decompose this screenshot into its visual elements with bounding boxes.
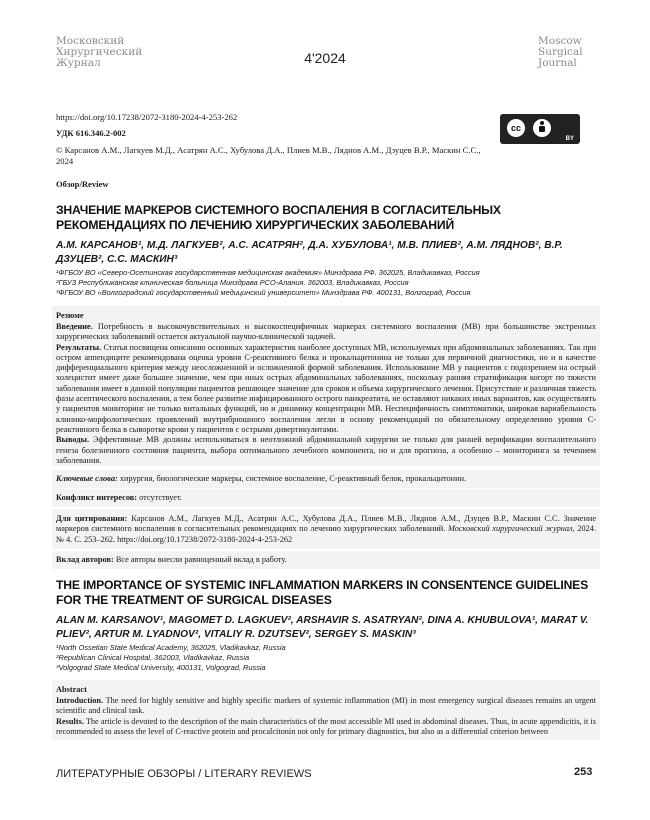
article-type: Обзор/Review [56,179,109,189]
cite-tail: 2024. № 4. С. 253–262. https://doi.org/10.17238/2072-3180-2024-4-253-262 [56,524,597,544]
cc-license-badge[interactable] [500,114,580,144]
citation [56,514,596,545]
contrib-label: Вклад авторов: [56,555,114,564]
conflict-label: Конфликт интересов: [56,493,138,502]
affiliation: ³Volgograd State Medical University, 400131, Volgograd, Russia [56,663,266,672]
results-label: Результаты. [56,342,102,352]
by-label: BY [565,136,574,142]
affiliation: ³ФГБОУ ВО «Волгоградский государственный медицинский университет» Минздрава РФ. 400131, Волгоград, Россия [56,288,471,297]
affiliations-en [56,643,601,673]
logo-line-1: Московский [56,35,125,47]
conclusions-label: Выводы. [56,435,90,445]
journal-logo-en [538,36,583,69]
page-number: 253 [574,766,593,778]
results-label: Results. [56,716,84,726]
conflict-text: отсутствует. [139,493,183,502]
copyright-line: © Карсанов А.М., Лагкуев М.Д., Асатрян А.С., Хубулова Д.А., Плиев М.В., Ляднов А.М., Дзуцев В.Р., Маскин С.С., 2024 [56,145,481,166]
affiliation: ¹ФГБОУ ВО «Северо-Осетинская государственная медицинская академия» Минздрава РФ. 362025, Владикавказ, Россия [56,268,480,277]
intro-text: Потребность в высокочувствительных и высокоспецифичных маркерах системного воспаления (МВ) при большинстве экстренных хирургических заболеваний остается актуальной научно-клинической задачей. [56,322,597,342]
keywords-ru [56,474,596,484]
abstract-body-en [56,696,596,737]
attribution-icon [531,117,553,139]
cite-text: Карсанов А.М., Лагкуев М.Д., Асатрян А.С., Хубулова Д.А., Плиев М.В., Ляднов А.М., Дзуцев В.Р., Маскин С.С. Значение маркеров системного воспаления в согласительных рекомендациях по лечению хирургических заболеваний. [56,514,597,534]
cite-journal: Московский хирургический журнал, [447,524,575,534]
affiliation: ²ГБУЗ Республиканская клиническая больница Минздрава РСО-Алания. 362003, Владикавказ, Россия [56,278,409,287]
doi-link[interactable]: https://doi.org/10.17238/2072-3180-2024-4-253-262 [56,112,238,122]
affiliations-ru [56,268,601,298]
intro-label: Введение. [56,322,93,331]
abstract-body-ru [56,322,596,466]
keywords-text: хирургия, биологические маркеры, системное воспаление, С-реактивный белок, прокальцитонин. [119,474,467,483]
contrib-text: Все авторы внесли равноценный вклад в работу. [115,555,287,564]
article-title-en: THE IMPORTANCE OF SYSTEMIC INFLAMMATION MARKERS IN CONSENTENCE GUIDELINES FOR THE TREATMENT OF SURGICAL DISEASES [56,578,589,607]
conclusions-text: Эффективные МВ должны использоваться в неотложной абдоминальной хирургии не только для ранней верификации воспалительного генеза болезненного состояния пациента, выбора оптимального лечебного компонента, но и для прогноза, а особенно – мониторинга за течением заболевания. [56,435,596,465]
logo-line-3: Journal [538,57,577,69]
results-text: Статья посвящена описанию основных характеристик наиболее доступных МВ, используемых при абдоминальных заболеваниях. Так при остром аппендиците рекомендована оценка уровня С-реактивного белка и прокальцитонина не только для первичной диагностики, но и в качестве дифференциального критерия между неосложненной и осложненной формой заболевания. Использование МВ у пациентов с подозрением на острый холецистит имеет даже большее значение, чем при иных острых абдоминальных заболеваниях, поскольку ранняя стратификация когорт по тяжести заболевания имеет в данной популяции пациентов решающее значение для сроков и объема хирургического лечения. Присутствие и различная тяжесть фазы асептического воспаления, а тем более развитие инфицированного острого панкреатита, не оставляют никаких иных вариантов, как осуществлять у пациентов мониторинг не только витальных функций, но и динамику концентрации МВ. Неспецифичность симптоматики, широкая вариабельность клинико-морфологических проявлений внутрибрюшного воспаления легли в основу рекомендаций по обязательному определению уровня С-реактивного белка в сыворотке крови у пациентов с острыми дивертикулитами. [56,342,597,434]
keywords-label: Ключевые слова: [56,474,118,483]
logo-line-3: Журнал [56,57,101,69]
cite-label: Для цитирования: [56,514,128,523]
intro-text: The need for highly sensitive and highly specific markers of systemic inflammation (MI) in most emergency surgical diseases remains an urgent scientific and clinical task. [56,696,596,716]
logo-line-1: Moscow [538,35,582,47]
intro-label: Introduction. [56,696,104,705]
affiliation: ¹North Ossetian State Medical Academy, 362025, Vladikavkaz, Russia [56,643,286,652]
conflict-of-interest [56,493,596,503]
results-text: The article is devoted to the description of the main characteristics of the most accessible MI used in abdominal diseases. Thus, in acute appendicitis, it is recommended to assess the level of C-reactive protein and procalcitonin not only for primary diagnostics, but also as a differential criterion between [56,716,596,736]
cc-icon: cc [505,117,527,139]
udc-code: УДК 616.346.2-002 [56,128,126,138]
article-title-ru: ЗНАЧЕНИЕ МАРКЕРОВ СИСТЕМНОГО ВОСПАЛЕНИЯ В СОГЛАСИТЕЛЬНЫХ РЕКОМЕНДАЦИЯХ ПО ЛЕЧЕНИЮ ХИРУРГИЧЕСКИХ ЗАБОЛЕВАНИЙ [56,203,501,232]
authors-en: ALAN M. KARSANOV¹, MAGOMET D. LAGKUEV², ARSHAVIR S. ASATRYAN², DINA A. KHUBULOVA¹, MARAT V. PLIEV², ARTUR M. LYADNOV², VITALIY R. DZUTSEV², SERGEY S. MASKIN³ [56,615,589,640]
affiliation: ²Republican Clinical Hospital, 362003, Vladikavkaz, Russia [56,653,250,662]
abstract-heading-en: Abstract [56,685,87,694]
abstract-heading-ru: Резюме [56,311,84,320]
logo-line-2: Хирургический [56,46,143,58]
section-footer: ЛИТЕРАТУРНЫЕ ОБЗОРЫ / LITERARY REVIEWS [56,768,312,780]
logo-line-2: Surgical [538,46,583,58]
issue-number: 4'2024 [304,50,346,66]
author-contribution [56,555,596,565]
authors-ru: А.М. КАРСАНОВ¹, М.Д. ЛАГКУЕВ², А.С. АСАТРЯН², Д.А. ХУБУЛОВА¹, М.В. ПЛИЕВ², А.М. ЛЯДНОВ², В.Р. ДЗУЦЕВ², С.С. МАСКИН³ [56,240,563,265]
